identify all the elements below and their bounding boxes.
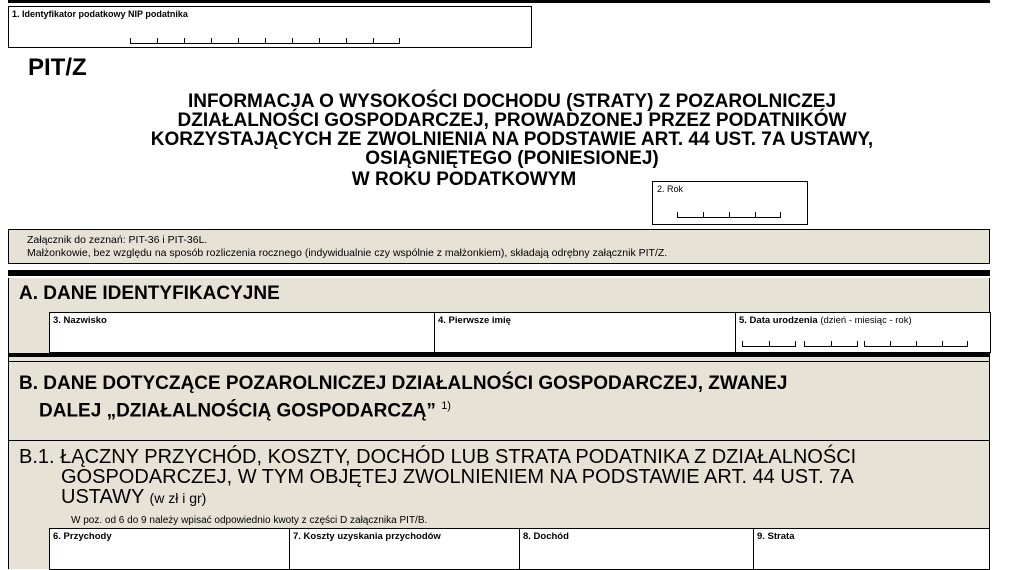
birth-date-label xyxy=(739,315,912,326)
section-b xyxy=(8,362,990,440)
title-line: DZIAŁALNOŚCI GOSPODARCZEJ, PROWADZONEJ PRZEZ PODATNIKÓW xyxy=(177,110,847,131)
year-digit-ticks xyxy=(677,212,781,218)
title-line: KORZYSTAJĄCYCH ZE ZWOLNIENIA NA PODSTAWIE ART. 44 UST. 7A USTAWY, xyxy=(150,129,874,150)
birth-date-hint: (dzień - miesiąc - rok) xyxy=(820,315,912,326)
surname-label: 3. Nazwisko xyxy=(53,315,107,326)
instructions-panel xyxy=(8,229,990,264)
loss-field[interactable] xyxy=(753,528,990,570)
section-b-header-text: DALEJ „DZIAŁALNOŚCIĄ GOSPODARCZĄ” xyxy=(39,400,436,422)
title-line: OSIĄGNIĘTEGO (PONIESIONEJ) xyxy=(365,148,659,169)
note-line: Małżonkowie, bez względu na sposób rozliczenia rocznego (indywidualnie czy wspólnie z małżonkiem), składają odrębny załącznik PIT/Z. xyxy=(27,247,668,259)
year-ticks xyxy=(864,341,968,347)
title-line: INFORMACJA O WYSOKOŚCI DOCHODU (STRATY) Z POZAROLNICZEJ xyxy=(187,91,837,112)
nip-field[interactable] xyxy=(8,6,532,48)
costs-label: 7. Koszty uzyskania przychodów xyxy=(293,531,441,542)
title-line: W ROKU PODATKOWYM xyxy=(351,169,577,190)
revenue-label: 6. Przychody xyxy=(53,531,112,542)
income-label: 8. Dochód xyxy=(523,531,569,542)
section-b-header-line: B. DANE DOTYCZĄCE POZAROLNICZEJ DZIAŁALNOŚCI GOSPODARCZEJ, ZWANEJ xyxy=(19,373,788,394)
section-b1-header-text: USTAWY xyxy=(61,486,144,508)
note-line: Załącznik do zeznań: PIT-36 i PIT-36L. xyxy=(27,234,208,246)
year-label: 2. Rok xyxy=(657,184,684,194)
nip-digit-ticks xyxy=(130,38,400,44)
section-b-header-line2 xyxy=(19,395,787,422)
month-ticks xyxy=(804,341,858,347)
first-name-field[interactable] xyxy=(434,312,736,353)
year-field[interactable] xyxy=(652,181,808,225)
section-b1-instruction: W poz. od 6 do 9 należy wpisać odpowiednio kwoty z części D załącznika PIT/B. xyxy=(71,515,428,526)
section-b1 xyxy=(8,440,990,569)
day-ticks xyxy=(742,341,796,347)
birth-date-label-text: 5. Data urodzenia xyxy=(739,315,818,326)
loss-label: 9. Strata xyxy=(757,531,795,542)
surname-field[interactable] xyxy=(49,312,435,353)
form-code: PIT/Z xyxy=(28,54,87,81)
section-divider xyxy=(8,270,990,276)
form-title xyxy=(60,92,964,189)
section-b1-header-line: B.1. ŁĄCZNY PRZYCHÓD, KOSZTY, DOCHÓD LUB STRATA PODATNIKA Z DZIAŁALNOŚCI xyxy=(19,446,857,468)
footnote-marker: 1) xyxy=(441,400,451,412)
section-a xyxy=(8,278,990,353)
top-rule xyxy=(8,0,990,3)
nip-label: 1. Identyfikator podatkowy NIP podatnika xyxy=(12,9,188,19)
revenue-field[interactable] xyxy=(49,528,290,570)
section-b1-header-line3 xyxy=(19,487,979,508)
birth-date-field[interactable] xyxy=(735,312,991,353)
section-a-header: A. DANE IDENTYFIKACYJNE xyxy=(19,283,280,304)
section-b1-header-line: GOSPODARCZEJ, W TYM OBJĘTEJ ZWOLNIENIEM NA PODSTAWIE ART. 44 UST. 7A xyxy=(61,466,854,488)
costs-field[interactable] xyxy=(289,528,520,570)
section-b1-header xyxy=(19,447,979,508)
income-field[interactable] xyxy=(519,528,754,570)
section-b-header xyxy=(19,372,787,422)
unit-hint: (w zł i gr) xyxy=(149,490,207,506)
first-name-label: 4. Pierwsze imię xyxy=(438,315,511,326)
